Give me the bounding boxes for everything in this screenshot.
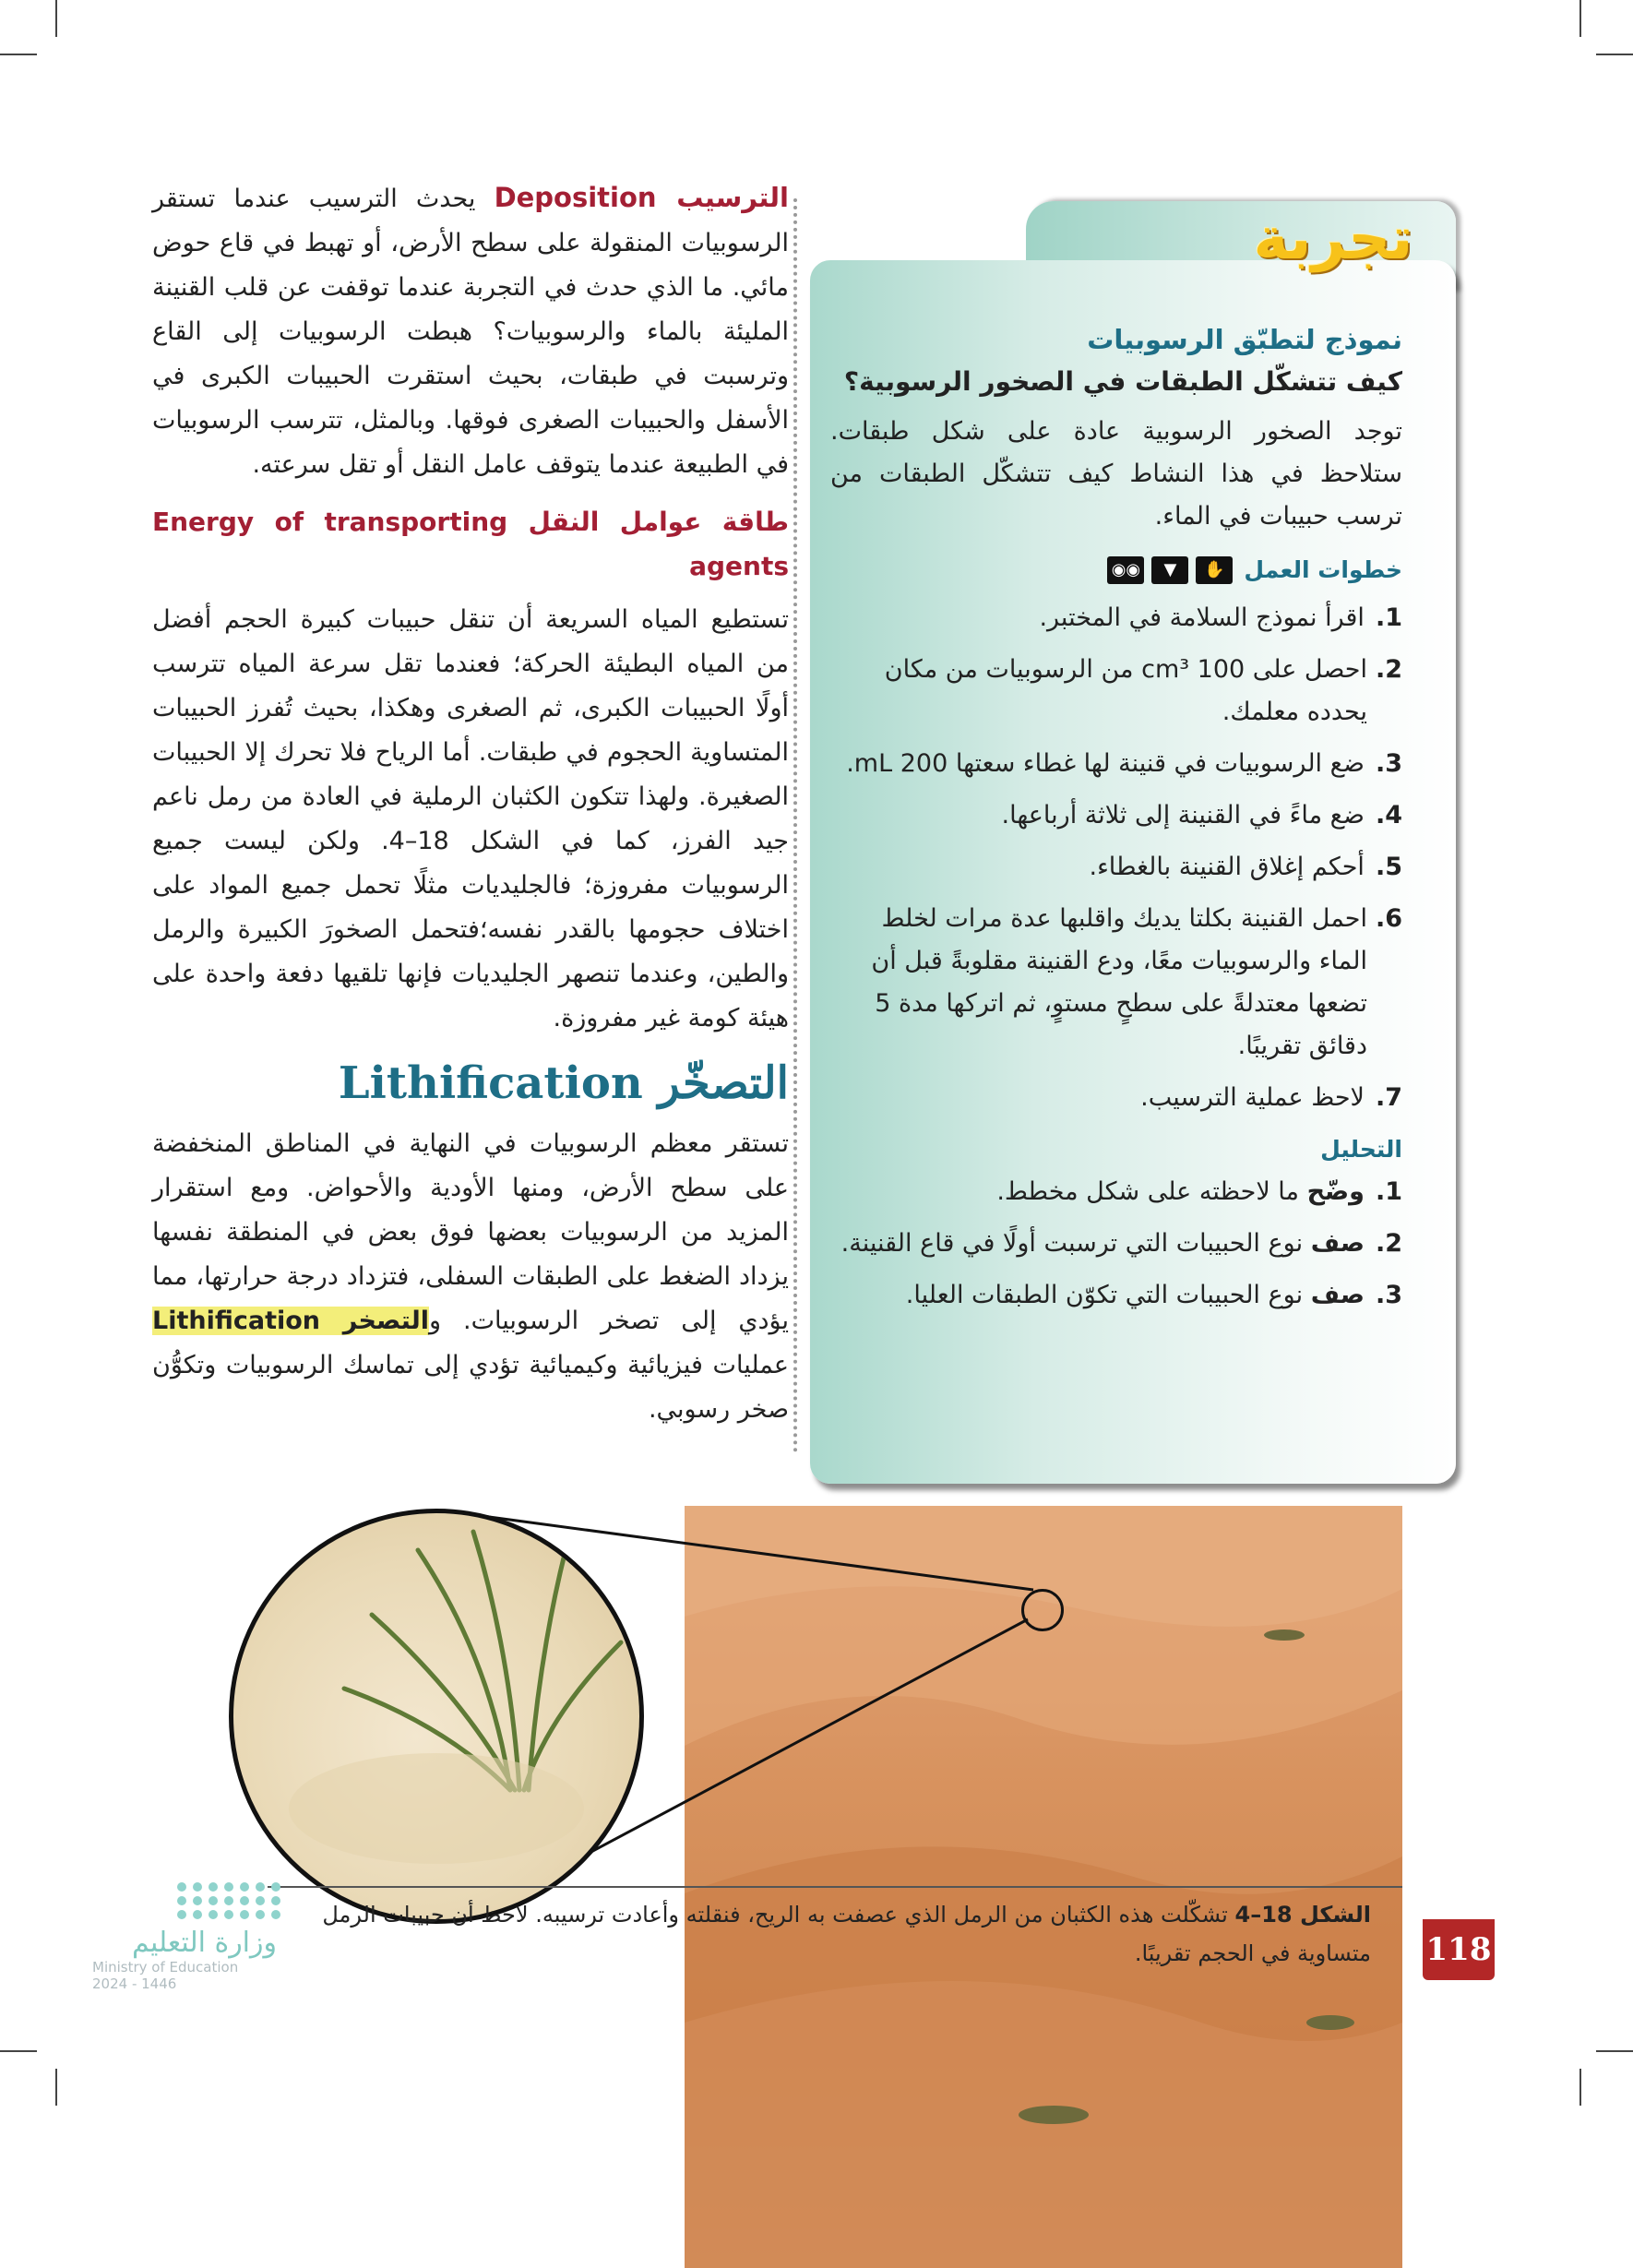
lithification-heading: التصخّر Lithification: [338, 1057, 789, 1109]
step-item: 4. ضع ماءً في القنينة إلى ثلاثة أرباعها.: [1001, 801, 1402, 830]
experiment-title: نموذج لتطبّق الرسوبيات: [1087, 324, 1402, 355]
goggles-icon: ◉◉: [1107, 556, 1144, 584]
crop-mark: [0, 2050, 37, 2052]
ministry-logo: [92, 1882, 277, 1992]
caption-rule: [268, 1886, 1402, 1888]
step-item: 3. ضع الرسوبيات في قنينة لها غطاء سعتها 200 mL.: [846, 749, 1402, 778]
ministry-name-en: Ministry of Education: [92, 1959, 239, 1976]
figure-label: الشكل 18–4: [1234, 1902, 1371, 1928]
left-column: [152, 175, 789, 1439]
analysis-heading: التحليل: [1320, 1136, 1402, 1163]
step-item: 5. أحكم إغلاق القنينة بالغطاء.: [1089, 853, 1402, 881]
deposition-paragraph: [152, 175, 789, 487]
energy-heading: طاقة عوامل النقل Energy of transporting agents: [152, 507, 789, 581]
experiment-intro: توجد الصخور الرسوبية عادة على شكل طبقات. ستلاحظ في هذا النشاط كيف تتشكّل الطبقات من ترسب حبيبات في الماء.: [830, 417, 1402, 531]
steps-list: [830, 597, 1402, 1119]
analysis-item: 2. صف نوع الحبيبات التي ترسبت أولًا في قاع القنينة.: [840, 1229, 1402, 1258]
experiment-question: كيف تتشكّل الطبقات في الصخور الرسوبية؟: [843, 366, 1402, 397]
deposition-term: الترسيب Deposition: [494, 182, 789, 213]
safety-icons: [1107, 556, 1233, 584]
figure-caption: [277, 1895, 1371, 1973]
step-item: 2. احصل على 100 cm³ من الرسوبيات من مكان يحدده معلمك.: [884, 655, 1402, 726]
analysis-item: 3. صف نوع الحبيبات التي تكوّن الطبقات العليا.: [905, 1281, 1402, 1309]
lithification-paragraph: تستقر معظم الرسوبيات في النهاية في المناطق المنخفضة على سطح الأرض، ومنها الأودية والأحواض. ومع استقرار المزيد من الرسوبيات بعضها فوق بعض في المنطقة نفسها يزداد الضغط على الطبقات السفلى، فتزداد درجة حرارتها، مما يؤدي إلى تصخر الرسوبيات. والتصخر Lithification عمليات فيزيائية وكيميائية تؤدي إلى تماسك الرسوبيات وتكوُّن صخر رسوبي.: [152, 1129, 789, 1424]
energy-text: تستطيع المياه السريعة أن تنقل حبيبات كبيرة الحجم أفضل من المياه البطيئة الحركة؛ فعندما تقل سرعة المياه تترسب أولًا الحبيبات الكبرى، ثم الصغرى وهكذا، بحيث تُفرز الحبيبات المتساوية الحجوم في طبقات. أما الرياح فلا تحرك إلا الحبيبات الصغيرة. ولهذا تتكون الكثبان الرملية في العادة من رمل ناعم جيد الفرز، كما في الشكل 18–4. ولكن ليست جميع الرسوبيات مفروزة؛ فالجليديات مثلًا تحمل جميع المواد على اختلاف حجومها بالقدر نفسه؛فتحمل الصخورَ الكبيرة والرمل والطين، وعندما تنصهر الجليديات فإنها تلقيها دفعة واحدة على هيئة كومة غير مفروزة.: [152, 605, 789, 1033]
crop-mark: [55, 2069, 57, 2106]
crop-mark: [1579, 2069, 1581, 2106]
crop-mark: [0, 54, 37, 55]
crop-mark: [1596, 54, 1633, 55]
ministry-logo-dots: [177, 1882, 277, 1919]
analysis-item: 1. وضّح ما لاحظته على شكل مخطط.: [996, 1177, 1402, 1206]
zoom-target-circle: [1021, 1589, 1064, 1631]
apron-icon: ▼: [1151, 556, 1188, 584]
crop-mark: [1596, 2050, 1633, 2052]
column-divider: [793, 198, 797, 1453]
hand-wash-icon: ✋: [1196, 556, 1233, 584]
sand-closeup-photo: [229, 1509, 644, 1924]
deposition-text: يحدث الترسيب عندما تستقر الرسوبيات المنقولة على سطح الأرض، أو تهبط في قاع حوض مائي. ما الذي حدث في التجربة عندما توقفت عن قلب القنينة المليئة بالماء والرسوبيات؟ هبطت الرسوبيات إلى القاع وترسبت في طبقات، بحيث استقرت الحبيبات الكبرى في الأسفل والحبيبات الصغرى فوقها. وبالمثل، تترسب الرسوبيات في الطبيعة عندما يتوقف عامل النقل أو تقل سرعته.: [152, 185, 789, 479]
analysis-list: [830, 1171, 1402, 1317]
ministry-year: 2024 - 1446: [92, 1976, 177, 1992]
grass-illustration: [233, 1513, 639, 1919]
steps-heading: خطوات العمل ◉◉ ▼ ✋: [830, 549, 1402, 591]
caption-text: تشكّلت هذه الكثبان من الرمل الذي عصفت به الريح، فنقلته وأعادت ترسيبه. لاحظ أن حبيبات الرمل متساوية في الحجم تقريبًا.: [322, 1902, 1371, 1966]
lithification-term: التصخر Lithification: [152, 1307, 430, 1335]
crop-mark: [55, 0, 57, 37]
step-item: 6. احمل القنينة بكلتا يديك واقلبها عدة مرات لخلط الماء والرسوبيات معًا، ودع القنينة مقلوبةً قبل أن تضعها معتدلةً على سطحٍ مستوٍ، ثم اتركها مدة 5 دقائق تقريبًا.: [871, 904, 1402, 1060]
experiment-body: [830, 318, 1402, 1326]
ministry-name-ar: وزارة التعليم: [131, 1927, 277, 1959]
crop-mark: [1579, 0, 1581, 37]
experiment-badge: تجربة: [1253, 205, 1413, 273]
step-item: 7. لاحظ عملية الترسيب.: [1140, 1083, 1402, 1112]
step-item: 1. اقرأ نموذج السلامة في المختبر.: [1039, 603, 1402, 632]
page-number: 118: [1423, 1919, 1495, 1980]
